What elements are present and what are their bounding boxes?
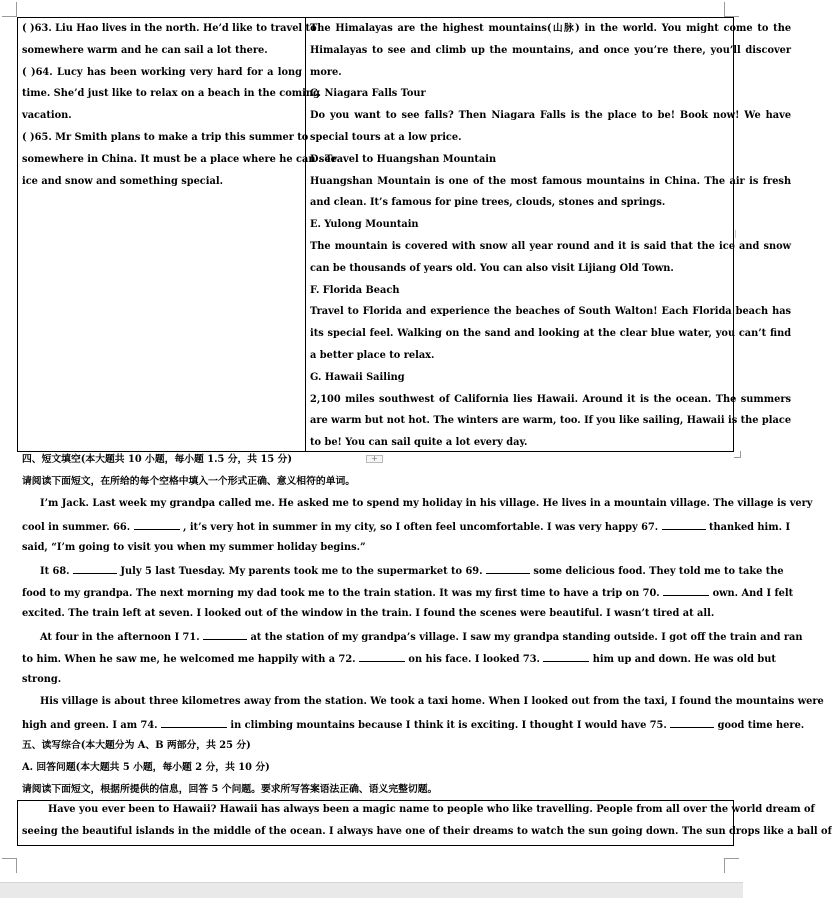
passage-line-11-part-1: high and green. I am 74. — [22, 720, 158, 731]
question-65-line-2: somewhere in China. It must be a place where he can see — [22, 153, 337, 165]
blank-69[interactable] — [486, 563, 530, 574]
blank-71[interactable] — [203, 629, 247, 640]
blank-68[interactable] — [73, 563, 117, 574]
blank-74[interactable] — [161, 717, 227, 728]
passage-line-8 — [22, 651, 776, 667]
matching-table — [17, 17, 792, 452]
reading-passage-line-1: Have you ever been to Hawaii? Hawaii has always been a magic name to people who like travelling. People from all over the world dream of — [48, 804, 815, 815]
blank-75[interactable] — [670, 717, 714, 728]
blank-67[interactable] — [662, 519, 706, 530]
blank-66[interactable] — [134, 519, 180, 530]
option-f-text-line-3: a better place to relax. — [310, 349, 435, 361]
question-63-line-2: somewhere warm and he can sail a lot there. — [22, 44, 268, 56]
passage-line-7-part-1: At four in the afternoon I 71. — [40, 632, 200, 643]
options-column — [306, 18, 794, 451]
passage-line-2-part-1: cool in summer. 66. — [22, 522, 131, 533]
passage-line-8-part-3: him up and down. He was old but — [592, 654, 776, 665]
passage-line-10: His village is about three kilometres away from the station. We took a taxi home. When I looked out from the taxi, I found the mountains were — [40, 696, 824, 707]
passage-line-4-part-1: It 68. — [40, 566, 70, 577]
option-f-text-line-1: Travel to Florida and experience the beaches of South Walton! Each Florida beach has — [310, 306, 792, 318]
option-b-text-line-2: Himalayas to see and climb up the mountains, and once you’re there, you’ll discover — [310, 44, 792, 56]
option-g-text-line-3: to be! You can sail quite a lot every day. — [310, 437, 528, 449]
blank-70[interactable] — [663, 585, 709, 596]
option-d-title: D. Travel to Huangshan Mountain — [310, 153, 497, 165]
section-4-instruction: 请阅读下面短文，在所给的每个空格中填入一个形式正确、意义相符的单词。 — [22, 476, 356, 487]
passage-line-9: strong. — [22, 674, 62, 685]
section-4-heading: 四、短文填空(本大题共 10 小题，每小题 1.5 分，共 15 分) — [22, 454, 292, 465]
passage-line-11-part-2: in climbing mountains because I think it is exciting. I thought I would have 75. — [230, 720, 667, 731]
option-c-text-line-1: Do you want to see falls? Then Niagara Falls is the place to be! Book now! We have — [310, 110, 792, 122]
passage-line-8-part-1: to him. When he saw me, he welcomed me happily with a 72. — [22, 654, 356, 665]
option-b-text-line-3: more. — [310, 66, 342, 78]
question-65-line-3: ice and snow and something special. — [22, 175, 223, 187]
reading-passage-box — [17, 800, 832, 846]
question-63-line-1: ( )63. Liu Hao lives in the north. He’d like to travel to — [22, 23, 317, 34]
crop-mark-bottom-left — [2, 858, 17, 873]
passage-line-2 — [22, 519, 791, 535]
option-e-title: E. Yulong Mountain — [310, 219, 419, 231]
option-g-text-line-2: are warm but not hot. The winters are warm, too. If you like sailing, Hawaii is the place — [310, 415, 792, 427]
passage-line-8-part-2: on his face. I looked 73. — [408, 654, 540, 665]
question-64-line-3: vacation. — [22, 110, 72, 122]
passage-line-6: excited. The train left at seven. I looked out of the window in the train. I found the scenes were beautiful. I wasn’t tired at all. — [22, 608, 715, 619]
passage-line-7-part-2: at the station of my grandpa’s village. I saw my grandpa standing outside. I got off the train and ran — [250, 632, 803, 643]
question-64-line-1: ( )64. Lucy has been working very hard for a long — [22, 66, 302, 78]
option-b-text-line-1: The Himalayas are the highest mountains(山脉) in the world. You might come to the — [310, 23, 792, 34]
passage-line-4-part-3: some delicious food. They told me to take the — [533, 566, 784, 577]
passage-line-7 — [40, 629, 803, 645]
option-d-text-line-2: and clean. It’s famous for pine trees, clouds, stones and springs. — [310, 197, 666, 209]
blank-73[interactable] — [543, 651, 589, 662]
blank-72[interactable] — [359, 651, 405, 662]
section-5-heading: 五、读写综合(本大题分为 A、B 两部分，共 25 分) — [22, 740, 251, 751]
passage-line-5-part-2: own. And I felt — [712, 588, 794, 599]
option-d-text-line-1: Huangshan Mountain is one of the most famous mountains in China. The air is fresh — [310, 175, 792, 187]
option-e-text-line-2: can be thousands of years old. You can also visit Lijiang Old Town. — [310, 262, 674, 274]
passage-line-4-part-2: July 5 last Tuesday. My parents took me to the supermarket to 69. — [120, 566, 483, 577]
option-c-title: C. Niagara Falls Tour — [310, 88, 426, 100]
option-g-text-line-1: 2,100 miles southwest of California lies Hawaii. Around it is the ocean. The summers — [310, 393, 792, 405]
passage-line-5 — [22, 585, 794, 601]
passage-line-11 — [22, 717, 805, 733]
option-g-title: G. Hawaii Sailing — [310, 371, 405, 383]
passage-line-2-part-2: , it’s very hot in summer in my city, so I often feel uncomfortable. I was very happy 67. — [183, 522, 659, 533]
passage-line-3: said, “I’m going to visit you when my summer holiday begins.” — [22, 542, 366, 553]
passage-line-1: I’m Jack. Last week my grandpa called me. He asked me to spend my holiday in his village. He lives in a mountain village. The village is very — [40, 498, 813, 509]
question-65-line-1: ( )65. Mr Smith plans to make a trip this summer to — [22, 131, 309, 143]
option-f-text-line-2: its special feel. Walking on the sand and looking at the clear blue water, you can’t find — [310, 328, 792, 340]
margin-marker — [735, 230, 742, 238]
crop-mark-top-right — [724, 2, 739, 17]
passage-line-5-part-1: food to my grandpa. The next morning my dad took me to the train station. It was my first time to have a trip on 70. — [22, 588, 660, 599]
table-resize-handle[interactable] — [734, 451, 741, 458]
option-c-text-line-2: special tours at a low price. — [310, 131, 462, 143]
page-bottom-bar — [0, 882, 743, 898]
table-move-handle[interactable]: + — [366, 455, 383, 463]
section-5-subheading: A. 回答问题(本大题共 5 小题，每小题 2 分，共 10 分) — [22, 762, 270, 773]
passage-line-4 — [40, 563, 784, 579]
option-f-title: F. Florida Beach — [310, 284, 400, 296]
passage-line-2-part-3: thanked him. I — [709, 522, 791, 533]
reading-passage-line-2: seeing the beautiful islands in the middle of the ocean. I always have one of their dreams to watch the sun going down. The sun drops like a ball of — [22, 826, 832, 837]
question-64-line-2: time. She’d just like to relax on a beach in the coming — [22, 88, 320, 100]
crop-mark-bottom-right — [724, 858, 739, 873]
crop-mark-top-left — [2, 2, 17, 17]
section-5-instruction: 请阅读下面短文，根据所提供的信息，回答 5 个问题。要求所写答案语法正确、语义完整切题。 — [22, 784, 438, 795]
option-e-text-line-1: The mountain is covered with snow all year round and it is said that the ice and snow — [310, 240, 792, 252]
passage-line-11-part-3: good time here. — [717, 720, 805, 731]
